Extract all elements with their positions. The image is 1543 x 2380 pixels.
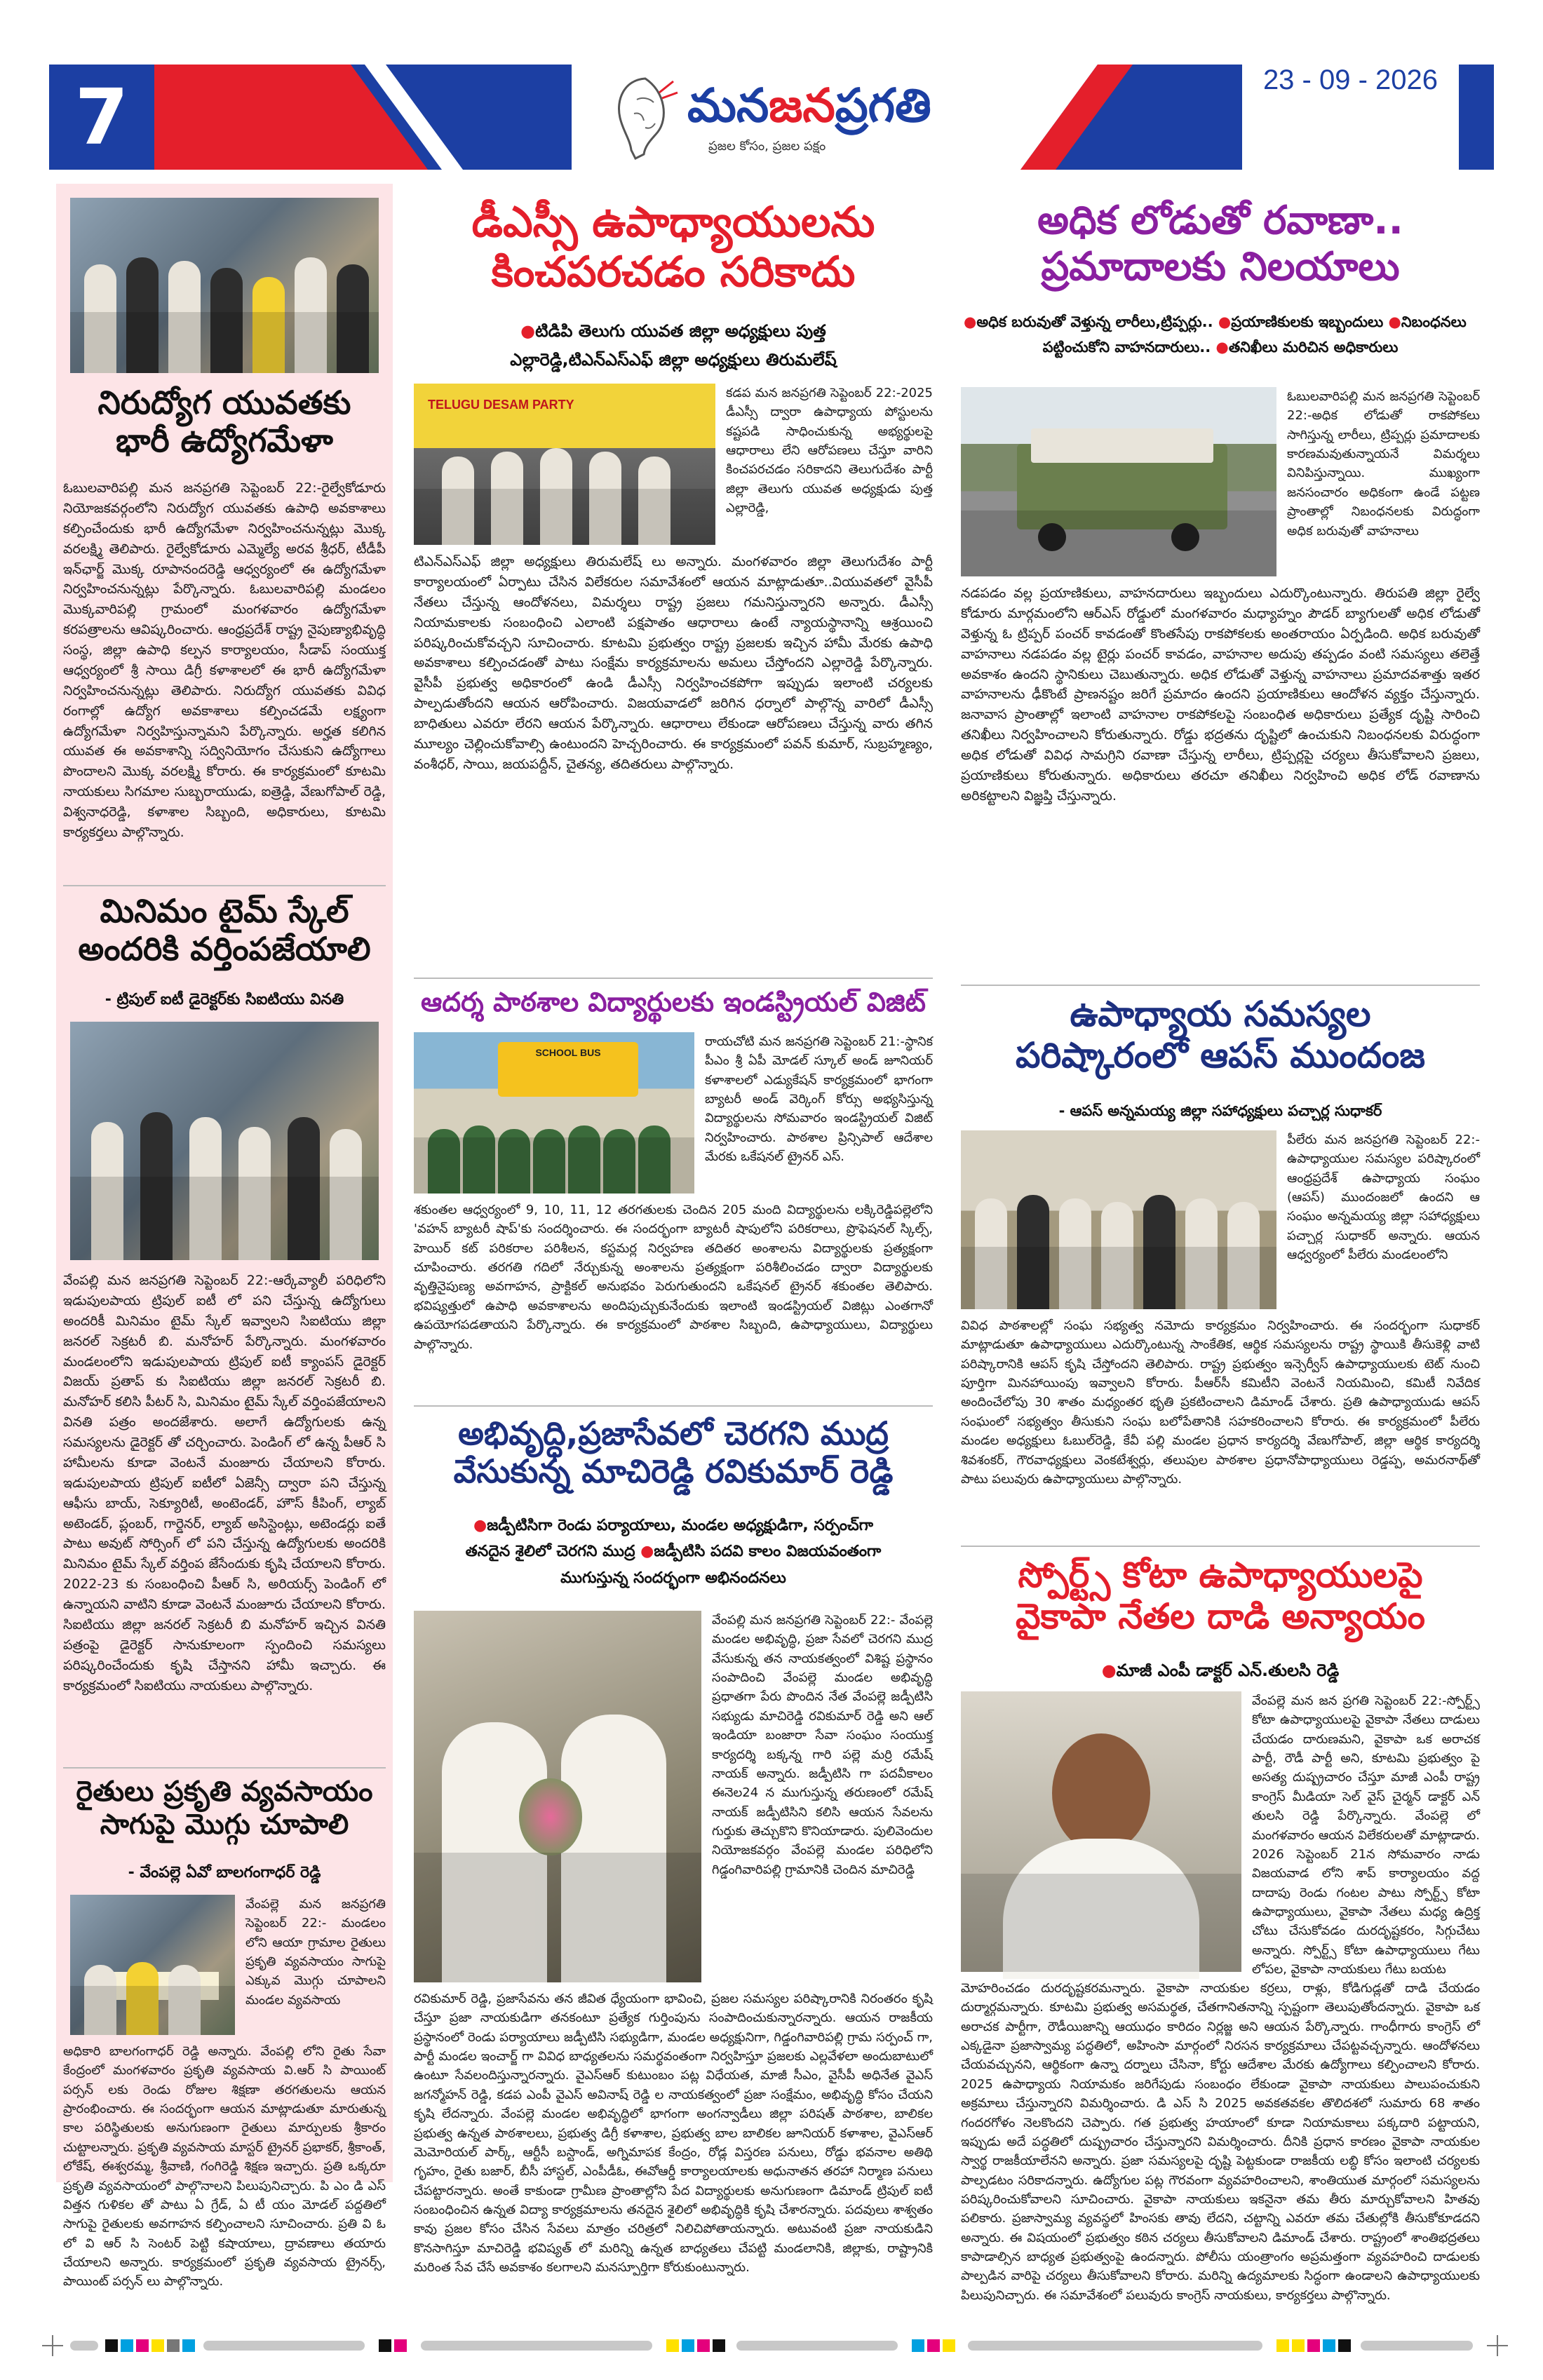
time-scale-subhead: - ట్రిపుల్ ఐటీ డైరెక్టర్‌కు సిఐటియు వినతి (105, 991, 344, 1008)
masthead-stripe (154, 65, 575, 170)
overload-subhead-line1c: నిబంధనలు (1401, 313, 1467, 330)
dsc-body-bottom: టిఎన్ఎస్ఎఫ్ జిల్లా అధ్యక్షులు తిరుమలేష్ లు అన్నారు. మంగళవారం జిల్లా తెలుగుదేశం పార్టీ కార్యాలయంలో ఏర్పాటు చేసిన విలేకరుల సమావేశంలో ఆయన మాట్లాడుతూ..వియువతలో వైసీపీ నేతలు చేస్తున్న ఆందోళనలు, విమర్శలు రాష్ట్ర ప్రజలు గమనిస్తున్నారని అన్నారు. డీఎస్సీ నియామకాలకు సంబంధించి ఎలాంటి పక్షపాతం ఆధారాలు ఉంటే న్యాయస్థానాన్ని ఆశ్రయించి పరిష్కరించుకోవచ్చని సూచించారు. కూటమి ప్రభుత్వం రాష్ట్ర ప్రజలకు ఇచ్చిన హామీ మేరకు ఉపాధి అవకాశాలు కల్పించడంతో పాటు సంక్షేమ కార్యక్రమాలను అమలు చేస్తోందని ఎల్లారెడ్డి పేర్కొన్నారు. వైసీపీ ప్రభుత్వ అధికారంలో ఉండి డీఎస్సీ నిర్వహించకపోగా ఇప్పుడు ఇలాంటి చర్యలకు పాల్పడుతోందని ఆయన ఆరోపించారు. విజయవాడలో జరిగిన ధర్నాలో పాల్గొన్న వారిలో డీఎస్సీ బాధితులు ఎవరూ లేరని ఆయన పేర్కొన్నారు. ఆధారాలు లేకుండా ఆరోపణలు చేస్తున్న వారు తగిన మూల్యం చెల్లించుకోవాల్సి ఉంటుందని హెచ్చరించారు. ఈ కార్యక్రమంలో పవన్ కుమార్, సుబ్రహ్మణ్యం, వంశీధర్, సాయి, జయపద్దీన్, చైతన్య, తదితరులు పాల్గొన్నారు. (414, 554, 933, 772)
industrial-visit-headline: ఆదర్శ పాఠశాల విద్యార్థులకు ఇండస్ట్రియల్ విజిట్ (420, 987, 927, 1017)
time-scale-headline (56, 892, 393, 968)
machireddy-headline-line1: అభివృద్ధి,ప్రజాసేవలో చెరగని ముద్ర (458, 1414, 889, 1452)
machireddy-body-top: వేంపల్లి మన జనప్రగతి సెప్టెంబర్ 22:- వేంపల్లె మండల అభివృద్ధి, ప్రజా సేవలో చెరగని ముద్ర వేసుకున్న తన నాయకత్వంలో విశిష్ట ప్రస్థానం సంపాదించి వేంపల్లె మండల అభివృద్ధి ప్రధాతగా పేరు పొందిన నేత వేంపల్లె జడ్పీటిసి సభ్యుడు మాచిరెడ్డి రవికుమార్ రెడ్డి అని ఆల్ ఇండియా బంజారా సేవా సంఘం సంయుక్త కార్యదర్శి బక్కన్న గారి పల్లె మర్రి రమేష్ నాయక్ అన్నారు. జడ్పీటిసి గా పదవీకాలం ఈనెల24 న ముగుస్తున్న తరుణంలో రమేష్ నాయక్ జడ్పీటిసిని కలిసి ఆయన సేవలను గుర్తుకు తెచ్చుకొని కొనియాడారు. పులివెందుల నియోజకవర్గం వేంపల్లె మండల పరిధిలోని గిడ్డంగివారిపల్లి గ్రామానికి చెందిన మాచిరెడ్డి (712, 1613, 933, 1877)
masthead (49, 65, 1494, 170)
right-column (954, 184, 1487, 2303)
machireddy-subhead-line3: ముగుస్తున్న సందర్భంగా అభినందనలు (560, 1569, 786, 1587)
dsc-headline-line2: కించపరచడం సరికాదు (491, 247, 856, 297)
sports-quota-body-bottom: మోహరించడం దురదృష్టకరమన్నారు. వైకాపా నాయకుల కర్రలు, రాళ్లు, కోడిగుడ్లతో దాడి చేయడం దుర్మార్గమన్నారు. కూటమి ప్రభుత్వ అసమర్థత, చేతగానితనాన్ని స్పష్టంగా తెలుపుతోందన్నారు. వైకాపా ఒక అరాచక పార్టీగా, రౌడీయిజాన్ని ఆయుధం కారిదం నిర్లజ్జ అని ఆయన పేర్కొన్నారు. గాంధీగారు కాంగ్రెస్ లో ఎక్కడైనా ప్రజాస్వామ్య పద్ధతిలో, అహింసా మార్గంలో నిరసన కార్యక్రమాలు చేపట్టవచ్చన్నారు. ఆందోళనలు చేయవచ్చునని, ఆర్థికంగా ఉన్నా దర్నాలు చేసినా, కోర్టు ఆదేశాల మేరకు ఉద్యోగాలు కల్పించాలని కోరారు. 2025 ఉపాధ్యాయ నియామకం జరిగేపుడు సంబంధం లేకుండా వైకాపా నాయకులు పాలుపంచుకుని అక్రమాలు చేస్తున్నారని విమర్శించారు. డి ఎస్ సి 2025 అవకతవకల తొలిదశలో సుమారు 68 శాతం గందరగోళం నెలకొందని చెప్పారు. గత ప్రభుత్వ హయాంలో కూడా నియామకాలు పక్కదారి పట్టాయని, ఇప్పుడు అదే పద్ధతిలో దుష్ప్రచారం చేస్తున్నారని విమర్శించారు. దీనికి ప్రధాన కారణం వైకాపా నాయకుల స్వార్థ రాజకీయాలేనని అన్నారు. ప్రజా సమస్యలపై దృష్టి పెట్టకుండా రాజకీయ లబ్ధి కోసం ఇలాంటి చర్యలకు పాల్పడటం సరికాదన్నారు. ఉద్యోగుల పట్ల గౌరవంగా వ్యవహరించాలని, శాంతియుత మార్గంలో సమస్యలను పరిష్కరించుకోవాలని సూచించారు. వైకాపా నాయకులు ఇకనైనా తమ తీరు మార్చుకోవాలని హితవు పలికారు. ప్రజాస్వామ్య వ్యవస్థలో హింసకు తావు లేదని, చట్టాన్ని ఎవరూ తమ చేతుల్లోకి తీసుకోకూడదని అన్నారు. ఈ విషయంలో ప్రభుత్వం కఠిన చర్యలు తీసుకోవాలని డిమాండ్ చేశారు. రాష్ట్రంలో శాంతిభద్రతలు కాపాడాల్సిన బాధ్యత ప్రభుత్వంపై ఉందన్నారు. పోలీసు యంత్రాంగం అప్రమత్తంగా వ్యవహరించి దాడులకు పాల్పడిన వారిపై చర్యలు తీసుకోవాలని కోరారు. మరిన్ని ఉద్యమాలకు సిద్ధంగా ఉండాలని ఉపాధ్యాయులకు పిలుపునిచ్చారు. ఈ సమావేశంలో పలువురు కాంగ్రెస్ నాయకులు, కార్యకర్తలు పాల్గొన్నారు. (961, 1981, 1480, 2303)
apas-photo (961, 1130, 1276, 1309)
logo-portrait-icon (603, 72, 680, 163)
job-fair-headline (56, 384, 393, 460)
machireddy-subhead: ●జడ్పీటిసిగా రెండు పర్యాయాలు, మండల అధ్యక్షుడిగా, సర్పంచ్‌గా తనదైన శైలిలో చెరగని ముద్ర ●జడ్పీటిసి పదవి కాలం విజయవంతంగా ముగుస్తున్న సందర్భంగా అభినందనలు (407, 1513, 940, 1591)
dsc-headline (407, 198, 940, 297)
paper-name-part3: ప్రగతి (835, 79, 931, 133)
machireddy-headline-line2: వేసుకున్న మాచిరెడ్డి రవికుమార్ రెడ్డి (453, 1452, 894, 1491)
dsc-subhead: ●టిడిపి తెలుగు యువత జిల్లా అధ్యక్షులు పుత్త ఎల్లారెడ్డి,టిఎన్ఎస్ఎఫ్ జిల్లా అధ్యక్షులు తిరుమలేష్ (407, 317, 940, 374)
machireddy-subhead-line2b: జడ్పీటిసి పదవి కాలం విజయవంతంగా (654, 1543, 882, 1561)
time-scale-body: వేంపల్లి మన జనప్రగతి సెప్టెంబర్ 22:-ఆర్కేవ్యాలీ పరిధిలోని ఇడుపులపాయ ట్రిపుల్ ఐటీ లో పని చేస్తున్న ఉద్యోగులు అందరికీ మినిమం టైమ్ స్కేల్ ఇవ్వాలని సిఐటియు జిల్లా జనరల్ సెక్రటరీ బి. మనోహర్ పేర్కొన్నారు. మంగళవారం మండలంలోని ఇడుపులపాయ ట్రిపుల్ ఐటీ క్యాంపస్ డైరెక్టర్ విజయ్ ప్రతాప్ కు సిఐటియు జిల్లా జనరల్ సెక్రటరీ బి. మనోహర్ కలిసి పీటర్ సి, మినిమం టైమ్ స్కేల్ వర్తింపజేయాలని వినతి పత్రం అందజేశారు. అలాగే ఉద్యోగులకు ఉన్న సమస్యలను డైరెక్టర్ తో చర్చించారు. పెండింగ్ లో ఉన్న పీఆర్ సి హామీలను కూడా వెంటనే మంజూరు చేయాలని కోరారు. ఇడుపులపాయ ట్రిపుల్ ఐటీలో ఏజెన్సీ ద్వారా పని చేస్తున్న ఆఫీసు బాయ్, సెక్యూరిటీ, అంటెండర్, హౌస్ కీపింగ్, ల్యాబ్ అటెండర్, ప్లంబర్, గార్డెనర్, ల్యాబ్ అసిస్టెంట్లు, అటెండర్లు ఐతే పాటు అవుట్ సోర్సింగ్ లో పని చేస్తున్న ఉద్యోగులకు అందరికి మినిమం టైమ్ స్కేల్ వర్తింప జేసేందుకు కృషి చేయాలని కోరారు. 2022-23 కు సంబంధించి పీఆర్ సి, అరియర్స్ పెండింగ్ లో ఉన్నాయని వాటిని కూడా వెంటనే మంజూరు చేయాలని కోరారు. సిఐటియు జిల్లా జనరల్ సెక్రటరీ బి మనోహర్ ఇచ్చిన వినతి పత్రంపై డైరెక్టర్ సానుకూలంగా స్పందించి సమస్యలు పరిష్కరించేందుకు కృషి చేస్తానని హామీ ఇచ్చారు. ఈ కార్యక్రమంలో సిఐటియు నాయకులు పాల్గొన్నారు. (63, 1273, 386, 1693)
job-fair-photo (70, 198, 379, 373)
job-fair-body: ఓబులవారిపల్లి మన జనప్రగతి సెప్టెంబర్ 22:-రైల్వేకోడూరు నియోజకవర్గంలోని నిరుద్యోగ యువతకు ఉపాధి అవకాశాలు కల్పించేందుకు భారీ ఉద్యోగమేళా నిర్వహించనున్నట్లు మొక్క వరలక్ష్మి తెలిపారు. రైల్వేకోడూరు ఎమ్మెల్యే అరవ శ్రీధర్, టీడీపీ ఇన్‌ఛార్జ్ మొక్క రూపానందరెడ్డి ఆధ్వర్యంలో ఈ ఉద్యోగమేళా నిర్వహించనున్నట్లు పేర్కొన్నారు. ఓబులవారిపల్లి మండలం మొక్కవారిపల్లి గ్రామంలో మంగళవారం ఉద్యోగమేళా కరపత్రాలను ఆవిష్కరించారు. ఆంధ్రప్రదేశ్ రాష్ట్ర నైపుణ్యాభివృద్ధి సంస్థ, జిల్లా ఉపాధి కల్పన కార్యాలయం, సీడాప్ సంయుక్త ఆధ్వర్యంలో శ్రీ సాయి డిగ్రీ కళాశాలలో ఈ భారీ ఉద్యోగమేళా నిర్వహించనున్నట్లు తెలిపారు. నిరుద్యోగ యువతకు వివిధ రంగాల్లో ఉద్యోగ అవకాశాలు కల్పించడమే లక్ష్యంగా ఉద్యోగమేళా నిర్వహిస్తున్నామని పేర్కొన్నారు. అర్హత కలిగిన యువత ఈ అవకాశాన్ని సద్వినియోగం చేసుకుని ఉద్యోగాలు పొందాలని మొక్క వరలక్ష్మి కోరారు. ఈ కార్యక్రమంలో కూటమి నాయకులు సిగమాల సుబ్బరాయుడు, ఐత్రెడ్డి, వేణుగోపాల్ రెడ్డి, విశ్వనాధరెడ్డి, కళాశాల సిబ్బంది, అధికారులు, కూటమి కార్యకర్తలు పాల్గొన్నారు. (63, 480, 386, 840)
overload-body-top: ఓబులవారిపల్లి మన జనప్రగతి సెప్టెంబర్ 22:-అధిక లోడుతో రాకపోకలు సాగిస్తున్న లారీలు, ట్రిప్పర్లు ప్రమాదాలకు కారణమవుతున్నాయనే విమర్శలు వినిపిస్తున్నాయి. ముఖ్యంగా జనసంచారం అధికంగా ఉండే పట్టణ ప్రాంతాల్లో నిబంధనలకు విరుద్ధంగా అధిక బరువుతో వాహనాలు (1287, 389, 1480, 539)
overload-subhead-line2: పట్టించుకోని వాహనదారులు.. (1042, 338, 1211, 356)
overload-headline-line2: ప్రమాదాలకు నిలయాలు (1041, 244, 1400, 290)
natural-farming-photo (70, 1895, 235, 2035)
school-bus-label: SCHOOL BUS (498, 1042, 638, 1097)
apas-headline (954, 994, 1487, 1076)
sports-quota-headline-line2: వైకాపా నేతల దాడి అన్యాయం (1015, 1596, 1426, 1637)
dsc-body-top: కడప మన జనప్రగతి సెప్టెంబర్ 22:-2025 డీఎస్సీ ద్వారా ఉపాధ్యాయ పోస్టులను కష్టపడి సాధించుకున్న అభ్యర్థులపై ఆధారాలు లేని ఆరోపణలు చేస్తూ వారిని కించపరచడం సరికాదని తెలుగుదేశం పార్టీ జిల్లా తెలుగు యువత అధ్యక్షుడు పుత్త ఎల్లారెడ్డి, (726, 386, 933, 516)
machireddy-subhead-line2: తనదైన శైలిలో చెరగని ముద్ర (465, 1543, 635, 1561)
registration-cross-icon-right (1487, 2335, 1508, 2356)
dsc-subhead-line2: ఎల్లారెడ్డి,టిఎన్ఎస్ఎఫ్ జిల్లా అధ్యక్షులు తిరుమలేష్ (510, 349, 837, 370)
paper-logo (603, 69, 982, 165)
sports-quota-subhead-text: మాజీ ఎంపీ డాక్టర్ ఎన్.తులసి రెడ్డి (1116, 1661, 1340, 1680)
sports-quota-subhead: ●మాజీ ఎంపీ డాక్టర్ ఎన్.తులసి రెడ్డి (1101, 1661, 1340, 1680)
apas-body-bottom: వివిధ పాఠశాలల్లో సంఘ సభ్యత్వ నమోదు కార్యక్రమం నిర్వహించారు. ఈ సందర్భంగా సుధాకర్ మాట్లాడుతూ ఉపాధ్యాయులు ఎదుర్కొంటున్న సాంకేతిక, ఆర్థిక సమస్యలను రాష్ట్ర స్థాయికి తీసుకెళ్లి వాటి పరిష్కారానికి ఆపస్ కృషి చేస్తోందని తెలిపారు. రాష్ట్ర ప్రభుత్వం ఇన్సెర్వీస్ ఉపాధ్యాయులకు టెట్ నుంచి పూర్తిగా మినహాయింపు ఇవ్వాలని కోరారు. పీఆర్‌సీ కమిటీని వెంటనే నియమించి, కమిటీ నివేదిక అందించేలోపు 30 శాతం మధ్యంతర భృతి ప్రకటించాలని డిమాండ్ చేశారు. ప్రతి ఉపాధ్యాయుడు ఆపస్ సంఘంలో సభ్యత్వం తీసుకుని సంఘ బలోపేతానికి సహకరించాలని కోరారు. ఈ కార్యక్రమంలో పీలేరు మండల అధ్యక్షులు ఓబుల్‌రెడ్డి, కేవీ పల్లి మండల ప్రధాన కార్యదర్శి వేణుగోపాల్, జిల్లా ఆర్థిక కార్యదర్శి శివశంకర్, గౌరవాధ్యక్షులు వెంకటేశ్వర్లు, తలుపుల పాఠశాల ప్రధానోపాధ్యాయులు రెడ్డప్ప, అమరనాథ్‌తో పాటు పలువురు ఉపాధ్యాయులు పాల్గొన్నారు. (961, 1318, 1480, 1487)
apas-headline-line1: ఉపాధ్యాయ సమస్యల (1070, 994, 1371, 1034)
overload-headline (954, 198, 1487, 290)
paper-name (687, 79, 931, 144)
natural-farming-body-bottom: అధికారి బాలగంగాధర్ రెడ్డి అన్నారు. వేంపల్లి లోని రైతు సేవా కేంద్రంలో మంగళవారం ప్రకృతి వ్యవసాయ వి.ఆర్ సి పాయింట్ పర్సన్ లకు రెండు రోజుల శిక్షణా తరగతులను ఆయన ప్రారంభించారు. ఈ సందర్భంగా ఆయన మాట్లాడుతూ మారుతున్న కాల పరిస్థితులకు అనుగుణంగా రైతులు మార్పులకు శ్రీకారం చుట్టాలన్నారు. ప్రకృతి వ్యవసాయ మాస్టర్ ట్రైనర్ ప్రభాకర్, శ్రీకాంత్, లోకేష్, ఈశ్వరమ్మ, శ్రీవాణి, గంగిరెడ్డి శిక్షణ ఇచ్చారు. ప్రతి ఒక్కరూ ప్రకృతి వ్యవసాయంలో పాల్గొనాలని పిలుపునిచ్చారు. పి ఎం డి ఎస్ విత్తన గుళికల తో పాటు ఏ గ్రేడ్, ఏ టీ యం మోడల్ పద్దతిలో సాగుపై రైతులకు అవగాహన కల్పించాలని సూచించారు. ప్రతి వి ఓ లో వి ఆర్ సి సెంటర్ పెట్టి కషాయాలు, ద్రావణాలు తయారు చేయాలని అన్నారు. కార్యక్రమంలో ప్రకృతి వ్యవసాయ ట్రైనర్స్, పాయింట్ పర్సన్ లు పాల్గొన్నారు. (63, 2044, 386, 2290)
print-registration-strip (0, 2335, 1543, 2363)
registration-cross-icon (42, 2335, 63, 2356)
sports-quota-headline (954, 1555, 1487, 1637)
machireddy-body-bottom: రవికుమార్ రెడ్డి, ప్రజాసేవను తన జీవిత ధ్యేయంగా భావించి, ప్రజల సమస్యల పరిష్కారానికి నిరంతరం కృషి చేస్తూ ప్రజా నాయకుడిగా తనకంటూ ప్రత్యేక గుర్తింపును సంపాదించుకున్నారన్నారు. ఆయన రాజకీయ ప్రస్థానంలో రెండు పర్యాయాలు జడ్పీటిసి సభ్యుడిగా, మండల అధ్యక్షునిగా, గిడ్డంగివారిపల్లి గ్రామ సర్పంచ్ గా, పార్టీ మండల ఇంచార్జ్ గా వివిధ బాధ్యతలను సమర్థవంతంగా నిర్వహిస్తూ ప్రజలకు ఎల్లవేళలా అందుబాటులో ఉంటూ సేవలందిస్తున్నారన్నారు. వైఎస్ఆర్ కుటుంబం పట్ల విధేయత, మాజీ సీఎం, వైసీపీ అధినేత వైఎస్ జగన్మోహన్ రెడ్డి, కడప ఎంపీ వైఎస్ అవినాష్ రెడ్డి ల నాయకత్వంలో ప్రజా సంక్షేమం, అభివృద్ధి కోసం చేయని కృషి లేదన్నారు. వేంపల్లె మండల అభివృద్ధిలో భాగంగా అంగన్వాడీలు జిల్లా పరిషత్ పాఠశాల, బాలికల ప్రభుత్వ ఉన్నత పాఠశాలలు, ప్రభుత్వ డిగ్రీ కళాశాల, ప్రభుత్వ బాల బాలికల జూనియర్ కళాశాల, వైఎస్ఆర్ మెమోరియల్ పార్క్, ఆర్టీసీ బస్టాండ్, అగ్నిమాపక కేంద్రం, రోడ్ల విస్తరణ పనులు, రోడ్డు భవనాల అతిథి గృహం, రైతు బజార్, బీసీ హాస్టల్, ఎంపీడీఓ, ఈవోఆర్డీ కార్యాలయాలకు అధునాతన తరహా నిర్మాణ పనులు చేపట్టారన్నారు. అంతే కాకుండా గ్రామీణ ప్రాంతాల్లోని పేద విద్యార్థులకు అనుగుణంగా డిమాండ్ ట్రిపుల్ ఐటీ సంబంధించిన ఉన్నత విద్యా కార్యక్రమాలను తనదైన శైలిలో అభివృద్ధికి కృషి చేశారన్నారు. పదవులు శాశ్వతం కావు ప్రజల కోసం చేసిన సేవలు మాత్రం చరిత్రలో నిలిచిపోతాయన్నారు. అటువంటి ప్రజా నాయకుడిని కొనసాగిస్తూ మాచిరెడ్డి భవిష్యత్ లో మరిన్ని ఉన్నత బాధ్యతలు చేపట్టి మండలానికి, జిల్లాకు, రాష్ట్రానికి మరింత సేవ చేసే అవకాశం కలగాలని మనస్పూర్తిగా కోరుకుంటున్నారు. (414, 1992, 933, 2276)
overload-subhead-line1b: ప్రయాణికులకు ఇబ్బందులు (1231, 313, 1384, 330)
industrial-visit-photo (414, 1032, 694, 1194)
industrial-visit-body-top: రాయచోటి మన జనప్రగతి సెప్టెంబర్ 21:-స్థానిక పీఎం శ్రీ ఏపీ మోడల్ స్కూల్ అండ్ జూనియర్ కళాశాలలో ఎడ్యుకేషన్ కార్యక్రమంలో భాగంగా బ్యాటరీ అండ్ వెర్కింగ్ కోర్సు అభ్యసిస్తున్న విద్యార్థులను సోమవారం ఇండస్ట్రియల్ విజిట్ నిర్వహించారు. పాఠశాల ప్రిన్సిపాల్ ఆదేశాల మేరకు ఒకేషనల్ ట్రైనర్ ఎస్. (705, 1034, 933, 1165)
left-column (56, 184, 393, 2290)
dsc-subhead-line1: టిడిపి తెలుగు యువత జిల్లా అధ్యక్షులు పుత్త (535, 321, 826, 341)
job-fair-headline-line2: భారీ ఉద్యోగమేళా (116, 421, 333, 460)
tulasi-reddy-photo (961, 1691, 1241, 1972)
overload-subhead-line2b: తనిఖీలు మరిచిన అధికారులు (1228, 338, 1399, 356)
overload-subhead-line1: అధిక బరువుతో వెళ్తున్న లారీలు,ట్రిప్పర్లు.. (976, 313, 1213, 330)
overload-body-bottom: నడపడం వల్ల ప్రయాణికులు, వాహనదారులు ఇబ్బందులు ఎదుర్కొంటున్నారు. తిరుపతి జిల్లా రైల్వే కోడూరు మార్గమంలోని ఆర్ఎస్ రోడ్డులో మంగళవారం మధ్యాహ్నం పౌడర్ బ్యాగులతో అధిక లోడుతో వెళ్తున్న ఓ ట్రిప్పర్ పంచర్ కావడంతో కొంతసేపు రాకపోకలకు అంతరాయం ఏర్పడింది. అధిక బరువుతో వాహనాలు నడపడం వల్ల టైర్లు పంచర్ కావడం, వాహనాల అదుపు తప్పడం వంటి సమస్యలు తలెత్తే అవకాశం ఉందని స్థానికులు చెబుతున్నారు. అధిక లోడుతో వెళ్తున్న వాహనాలు ప్రమాదవశాత్తు ఇతర వాహనాలను ఢీకొంటే ప్రాణనష్టం జరిగే ప్రమాదం ఉందని ప్రయాణికులు ఆందోళన వ్యక్తం చేస్తున్నారు. జనావాస ప్రాంతాల్లో ఇలాంటి వాహనాల రాకపోకలపై సంబంధిత అధికారులు ప్రత్యేక దృష్టి సారించి తనిఖీలు నిర్వహించాలని కోరుతున్నారు. రోడ్డు భద్రతను దృష్టిలో ఉంచుకుని నిబంధనలకు విరుద్ధంగా అధిక లోడుతో వివిధ సామగ్రిని రవాణా చేస్తున్న లారీలు, ట్రిప్పర్లపై చర్యలు తీసుకోవాలని ప్రజలు, ప్రయాణికులు కోరుతున్నారు. అధికారులు తరచూ తనిఖీలు నిర్వహించి అధిక లోడ్ రవాణాను అరికట్టాలని విజ్ఞప్తి చేస్తున్నారు. (961, 586, 1480, 804)
apas-headline-line2: పరిష్కారంలో ఆపస్ ముందంజ (1016, 1035, 1425, 1076)
time-scale-headline-line1: మినిమం టైమ్ స్కేల్ (100, 892, 349, 930)
natural-farming-headline (56, 1776, 393, 1841)
overload-truck-photo (961, 387, 1276, 576)
paper-tagline: ప్రజల కోసం, ప్రజల పక్షం (708, 139, 826, 154)
apas-subhead: - ఆపస్ అన్నమయ్య జిల్లా సహాధ్యక్షులు పచ్చార్ల సుధాకర్ (1058, 1102, 1382, 1119)
overload-headline-line1: అధిక లోడుతో రవాణా.. (1037, 198, 1403, 243)
dsc-photo-banner: TELUGU DESAM PARTY (428, 398, 574, 412)
sports-quota-body-top: వేంపల్లె మన జన ప్రగతి సెప్టెంబర్ 22:-స్పోర్ట్స్ కోటా ఉపాధ్యాయులపై వైకాపా నేతలు దాడులు చేయడం దారుణమని, వైకాపా ఒక అరాచక పార్టీ, రౌడీ పార్టీ అని, కూటమి ప్రభుత్వం పై అసత్య దుష్ప్రచారం చేస్తూ మాజీ ఎంపీ రాష్ట్ర కాంగ్రెస్ మీడియా సెల్ వైస్ చైర్మన్ డాక్టర్ ఎన్ తులసి రెడ్డి పేర్కొన్నారు. వేంపల్లె లో మంగళవారం ఆయన విలేకరులతో మాట్లాడారు. 2026 సెప్టెంబర్ 21న సోమవారం నాడు విజయవాడ లోని శాప్ కార్యాలయం వద్ద దాదాపు రెండు గంటల పాటు స్పోర్ట్స్ కోటా ఉపాధ్యాయులు, వైకాపా నేతలు మధ్య ఉద్రిక్త చోటు చేసుకోవడం దురదృష్టకరం, సిగ్గుచేటు అన్నారు. స్పోర్ట్స్ కోటా ఉపాధ్యాయులు గేటు లోపల, వైకాపా నాయకులు గేటు బయట (1252, 1693, 1480, 1977)
natural-farming-subhead: - వేంపల్లె ఏవో బాలగంగాధర్ రెడ్డి (128, 1864, 321, 1881)
job-fair-headline-line1: నిరుద్యోగ యువతకు (97, 384, 351, 421)
page-number: 7 (49, 65, 154, 170)
time-scale-headline-line2: అందరికి వర్తింపజేయాలి (78, 930, 371, 968)
paper-name-part1: మన (687, 79, 769, 133)
paper-name-part2: జన (769, 79, 835, 133)
machireddy-subhead-line1: జడ్పీటిసిగా రెండు పర్యాయాలు, మండల అధ్యక్షుడిగా, సర్పంచ్‌గా (487, 1517, 874, 1534)
overload-subhead: ●అధిక బరువుతో వెళ్తున్న లారీలు,ట్రిప్పర్లు.. ●ప్రయాణికులకు ఇబ్బందులు ●నిబంధనలు పట్టించుకోని వాహనదారులు.. ●తనిఖీలు మరిచిన అధికారులు (964, 313, 1467, 356)
time-scale-photo (70, 1022, 379, 1260)
sports-quota-headline-line1: స్పోర్ట్స్ కోటా ఉపాధ్యాయులపై (1018, 1555, 1423, 1595)
dsc-headline-line1: డీఎస్సీ ఉపాధ్యాయులను (471, 198, 875, 247)
publication-date: 23 - 09 - 2026 (1242, 65, 1459, 170)
natural-farming-headline-line2: సాగుపై మొగ్గు చూపాలి (100, 1808, 349, 1841)
dsc-press-photo (414, 384, 715, 545)
apas-body-top: పీలేరు మన జనప్రగతి సెప్టెంబర్ 22:-ఉపాధ్యాయుల సమస్యల పరిష్కారంలో ఆంధ్రప్రదేశ్ ఉపాధ్యాయ సంఘం (ఆపస్) ముందంజలో ఉందని ఆ సంఘం అన్నమయ్య జిల్లా సహాధ్యక్షులు పచ్చార్ల సుధాకర్ అన్నారు. ఆయన ఆధ్వర్యంలో పీలేరు మండలంలోని (1287, 1132, 1480, 1263)
natural-farming-headline-line1: రైతులు ప్రకృతి వ్యవసాయం (76, 1776, 373, 1808)
middle-column (407, 184, 940, 2276)
masthead-stripe-right (992, 65, 1203, 170)
machireddy-photo (414, 1611, 701, 1982)
machireddy-headline (407, 1414, 940, 1491)
natural-farming-body-top: వేంపల్లె మన జనప్రగతి సెప్టెంబర్ 22:- మండలం లోని ఆయా గ్రామాల రైతులు ప్రకృతి వ్యవసాయం సాగుపై ఎక్కువ మొగ్గు చూపాలని మండల వ్యవసాయ (245, 1897, 386, 2008)
industrial-visit-body-bottom: శకుంతల ఆధ్వర్యంలో 9, 10, 11, 12 తరగతులకు చెందిన 205 మంది విద్యార్థులను లక్కిరెడ్డిపల్లెలోని 'వహన్ బ్యాటరీ షాప్'కు సందర్శించారు. ఈ సందర్భంగా బ్యాటరీ షాపులోని పరికరాలు, ప్రొఫెషనల్ స్కిల్స్, హెయిర్ కట్ పరికరాల పరిశీలన, కస్టమర్ల నిర్వహణ తదితర అంశాలను విద్యార్థులకు ప్రత్యక్షంగా చూపించారు. తరగతి గదిలో నేర్చుకున్న అంశాలను ప్రత్యక్షంగా పరిశీలించడం ద్వారా విద్యార్థులకు వృత్తినైపుణ్య అవగాహన, ప్రాక్టికల్ అనుభవం పెరుగుతుందని ఒకేషనల్ ట్రైనర్ శకుంతల తెలిపారు. భవిష్యత్తులో ఉపాధి అవకాశాలను అందిపుచ్చుకునేందుకు ఇలాంటి ఇండస్ట్రియల్ విజిట్లు ఎంతగానో ఉపయోగపడతాయని పేర్కొన్నారు. ఈ కార్యక్రమంలో పాఠశాల సిబ్బంది, ఉపాధ్యాయులు, విద్యార్థులు పాల్గొన్నారు. (414, 1203, 933, 1352)
